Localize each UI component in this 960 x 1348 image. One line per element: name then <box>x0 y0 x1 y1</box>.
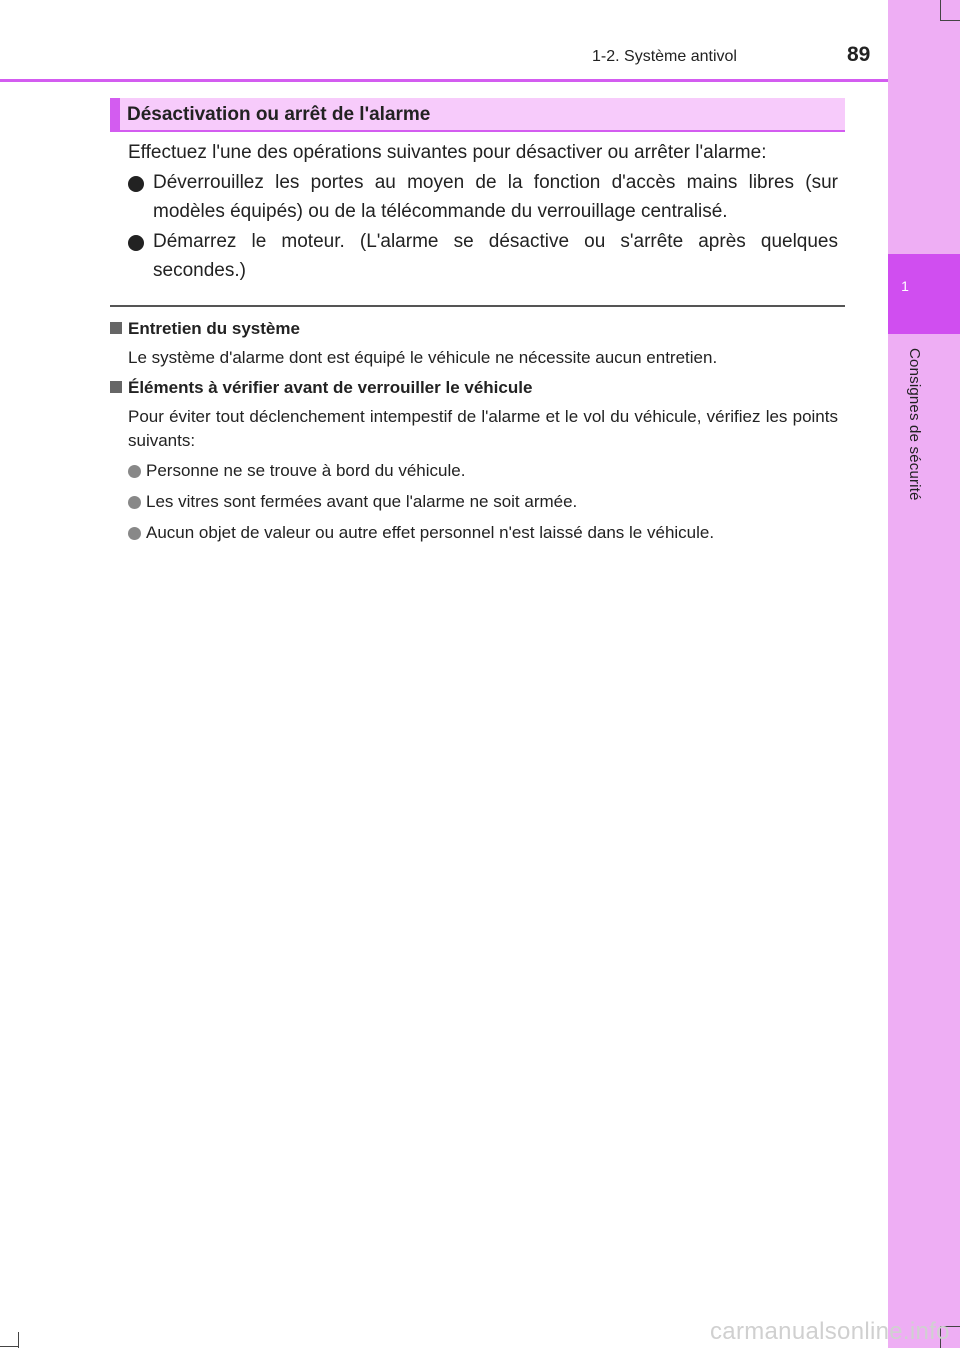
square-bullet-icon <box>110 322 122 334</box>
chapter-tab-number: 1 <box>901 278 909 294</box>
chapter-tab-label: Consignes de sécurité <box>906 348 923 501</box>
header-rule <box>0 79 888 82</box>
page-number: 89 <box>847 43 871 66</box>
note-heading: Éléments à vérifier avant de verrouiller le véhicule <box>128 378 533 397</box>
list-item: Personne ne se trouve à bord du véhicule. <box>146 461 466 480</box>
note-text: Le système d'alarme dont est équipé le véhicule ne nécessite aucun entretien. <box>128 348 718 367</box>
watermark: carmanualsonline.info <box>710 1318 950 1345</box>
bullet-icon <box>128 176 144 192</box>
crop-mark <box>940 0 941 20</box>
section-title: Désactivation ou arrêt de l'alarme <box>127 104 431 125</box>
chapter-side-strip <box>888 0 960 1348</box>
crop-mark <box>18 1332 19 1348</box>
crop-mark <box>940 20 960 21</box>
bullet-icon <box>128 235 144 251</box>
chapter-tab-active[interactable] <box>888 254 960 334</box>
note-text: Pour éviter tout déclenchement intempestif de l'alarme et le vol du véhicule, vérifiez les points suivants: <box>128 407 838 450</box>
section-heading-accent <box>110 98 120 132</box>
square-bullet-icon <box>110 381 122 393</box>
list-item: Les vitres sont fermées avant que l'alarme ne soit armée. <box>146 492 578 511</box>
note-heading: Entretien du système <box>128 319 300 338</box>
list-item: Déverrouillez les portes au moyen de la fonction d'accès mains libres (sur modèles équipés) ou de la télécommande du verrouillage centralisé. <box>153 172 838 222</box>
bullet-icon <box>128 527 141 540</box>
bullet-icon <box>128 465 141 478</box>
bullet-icon <box>128 496 141 509</box>
header-section-ref: 1-2. Système antivol <box>592 48 737 65</box>
section-intro: Effectuez l'une des opérations suivantes pour désactiver ou arrêter l'alarme: <box>128 142 767 163</box>
list-item: Démarrez le moteur. (L'alarme se désactive ou s'arrête après quelques secondes.) <box>153 231 838 281</box>
list-item: Aucun objet de valeur ou autre effet personnel n'est laissé dans le véhicule. <box>146 523 715 542</box>
section-divider <box>110 305 845 307</box>
crop-mark <box>0 1346 18 1347</box>
